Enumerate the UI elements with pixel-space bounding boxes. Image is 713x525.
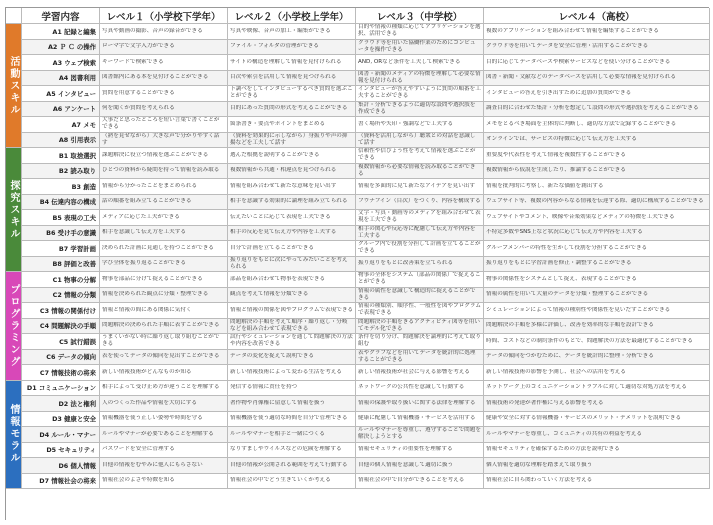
topic-cell: D2 法と権利 bbox=[22, 396, 100, 412]
level-1-text: 情報から分かったことをまとめられる bbox=[102, 182, 198, 189]
level-2-text: 問題解決の手順を考えて順序・繰り返し・分岐などを組み合わせて表現できる bbox=[230, 318, 348, 332]
level-1-text: 新しい情報技術がどんなものか知る bbox=[102, 368, 192, 375]
level-3-text: 書く場所や矢印・強調などで工夫する bbox=[358, 120, 454, 127]
level-1-cell bbox=[100, 365, 228, 381]
level-4-cell bbox=[484, 412, 710, 428]
level-4-cell bbox=[484, 148, 710, 164]
level-1-cell bbox=[100, 164, 228, 180]
level-4-cell bbox=[484, 164, 710, 180]
level-3-text: ネットワークの公共性を意識して行動する bbox=[358, 384, 465, 391]
level-1-cell bbox=[100, 133, 228, 149]
level-3-text: 健康に配慮して情報機器・サービスを活用する bbox=[358, 415, 476, 422]
level-3-cell bbox=[356, 334, 484, 350]
header-topic: 学習内容 bbox=[22, 8, 100, 24]
level-4-cell bbox=[484, 179, 710, 195]
level-3-cell bbox=[356, 133, 484, 149]
level-4-cell bbox=[484, 365, 710, 381]
level-2-text: 伝えたいことに応じて表現を工夫できる bbox=[230, 213, 331, 220]
level-1-cell bbox=[100, 40, 228, 56]
level-2-text: 箇条書き・要点やポイントをまとめる bbox=[230, 120, 326, 127]
level-2-cell bbox=[228, 334, 356, 350]
level-4-text: 調査目的に合わせた集計・分析を想定して設問の形式や選択肢を考えることができる bbox=[486, 105, 699, 112]
topic-cell: B1 取捨選択 bbox=[22, 148, 100, 164]
level-1-text: 自他の情報をむやみに他人にもらさない bbox=[102, 461, 203, 468]
level-2-text: 試行やシミュレーションを通して問題解決の方法や内容を改善できる bbox=[230, 334, 353, 348]
level-2-cell bbox=[228, 55, 356, 71]
level-1-text: ルールやマナーが必要であることを理解する bbox=[102, 430, 214, 437]
level-1-cell bbox=[100, 24, 228, 40]
level-1-cell bbox=[100, 288, 228, 304]
level-1-text: 決められた計画に見通しを持つことができる bbox=[102, 244, 214, 251]
level-3-cell bbox=[356, 365, 484, 381]
level-1-cell bbox=[100, 86, 228, 102]
level-3-text: 集計・分析できるように適切な設問や選択肢を作成できる bbox=[358, 101, 476, 115]
level-1-text: 図書館内にある本を見付けることができる bbox=[102, 74, 209, 81]
level-4-text: 問題解決の手順を多様に評価し、改善を効率的な手順を設計できる bbox=[486, 322, 654, 329]
level-2-cell bbox=[228, 381, 356, 397]
level-2-text: 観点を考えて情報を分類できる bbox=[230, 291, 309, 298]
header-level-4: レベル４（高校） bbox=[484, 8, 710, 24]
level-2-cell bbox=[228, 443, 356, 459]
level-3-text: ルールやマナーを尊重し、遵守することで問題を解決しようとする bbox=[358, 427, 481, 441]
level-2-cell bbox=[228, 458, 356, 474]
level-2-cell bbox=[228, 288, 356, 304]
level-1-text: メディアに応じた工夫ができる bbox=[102, 213, 180, 220]
level-1-text: 情報機器を使う正しい姿勢や時間を守る bbox=[102, 415, 203, 422]
topic-cell: D1 コミュニケーション bbox=[22, 381, 100, 397]
level-4-cell bbox=[484, 117, 710, 133]
level-1-cell bbox=[100, 427, 228, 443]
level-2-text: 下調べをしてインタビューするべき質問を選ぶことができる bbox=[230, 86, 353, 100]
level-3-cell bbox=[356, 412, 484, 428]
level-3-text: グループ内で役割を分担して計画を立てることができる bbox=[358, 241, 481, 255]
topic-cell: C2 情報の分類 bbox=[22, 288, 100, 304]
level-1-text: 課題解決に役立つ情報を選ぶことができる bbox=[102, 151, 209, 158]
level-2-cell bbox=[228, 474, 356, 490]
level-3-cell bbox=[356, 86, 484, 102]
level-1-text: 何を聞くか質問を考えられる bbox=[102, 105, 175, 112]
level-3-cell bbox=[356, 164, 484, 180]
section-label: 情報モラル bbox=[6, 381, 22, 490]
level-3-text: 問題解決の手順をきるアクティビティ図等を用いてモデル化できる bbox=[358, 318, 480, 332]
level-4-text: 情報社会に自ら関わっていく方法を考える bbox=[486, 477, 593, 484]
level-4-text: 目的に応じてデータベースや検索サービスなどを使い分けることができる bbox=[486, 58, 671, 65]
level-3-cell bbox=[356, 427, 484, 443]
level-1-cell bbox=[100, 241, 228, 257]
topic-cell: B4 伝達内容の構成 bbox=[22, 195, 100, 211]
level-1-cell bbox=[100, 117, 228, 133]
topic-cell: D4 ルール・マナー bbox=[22, 427, 100, 443]
level-3-text: 振り返りをもとに改善策を立てられる bbox=[358, 260, 454, 267]
level-4-text: 不特定多数やSNS上など状況に応じて伝え方や内容を工夫する bbox=[486, 229, 643, 236]
level-3-cell bbox=[356, 71, 484, 87]
level-4-cell bbox=[484, 319, 710, 335]
level-1-text: 物事を部品に分けて捉えることができる bbox=[102, 275, 203, 282]
level-4-text: ウェブサイト等、複数の内容からなる情報を伝達する際、適切に構成することができる bbox=[486, 198, 704, 205]
level-3-cell bbox=[356, 179, 484, 195]
level-1-text: うまくいかない時に繰り返し取り組むことができる bbox=[102, 334, 220, 348]
level-2-text: 新しい情報技術によって変わる生活を考える bbox=[230, 368, 342, 375]
level-3-text: 目的や情報の種類に応じてアプリケーションを選択、活用できる bbox=[358, 24, 481, 38]
topic-cell: B3 創造 bbox=[22, 179, 100, 195]
level-2-text: 情報を組み合わせて新たな意味を見い出す bbox=[230, 182, 337, 189]
level-2-cell bbox=[228, 350, 356, 366]
level-4-cell bbox=[484, 24, 710, 40]
level-1-cell bbox=[100, 334, 228, 350]
level-2-text: （資料を効果的に示しながら）身振りや声の抑揚などを工夫して話す bbox=[230, 132, 348, 146]
level-1-cell bbox=[100, 412, 228, 428]
level-2-text: 自他の情報が公開される範囲を考えて行動する bbox=[230, 461, 348, 468]
topic-cell: A2 Ｐ Ｃ の操作 bbox=[22, 40, 100, 56]
level-3-text: フウナフイン（目次）をつくり、内容を構成する bbox=[358, 198, 481, 205]
level-2-cell bbox=[228, 71, 356, 87]
topic-cell: A4 図書利用 bbox=[22, 71, 100, 87]
header-level-1: レベル１（小学校下学年） bbox=[100, 8, 228, 24]
level-3-cell bbox=[356, 396, 484, 412]
level-1-cell bbox=[100, 303, 228, 319]
level-3-text: 表やグラフなどを用いてデータを統計的に処理することができる bbox=[358, 349, 476, 363]
level-2-text: 選んだ根拠を説明することができる bbox=[230, 151, 320, 158]
level-2-cell bbox=[228, 272, 356, 288]
topic-cell: A8 引用表示 bbox=[22, 133, 100, 149]
level-3-text: 情報の保護や取り扱いに関する法律を理解する bbox=[358, 399, 476, 406]
level-2-cell bbox=[228, 412, 356, 428]
level-2-cell bbox=[228, 102, 356, 118]
level-1-cell bbox=[100, 458, 228, 474]
level-2-text: 著作物や肖像権に留意して情報を扱う bbox=[230, 399, 326, 406]
level-1-text: パスワードを安全に管理する bbox=[102, 446, 175, 453]
level-4-text: 重要度や代表性を考えて情報を複数性することができる bbox=[486, 151, 626, 158]
level-4-cell bbox=[484, 86, 710, 102]
level-1-cell bbox=[100, 148, 228, 164]
level-4-cell bbox=[484, 303, 710, 319]
level-4-cell bbox=[484, 102, 710, 118]
level-2-text: サイトの構造を理解して情報を見付けられる bbox=[230, 58, 342, 65]
level-4-text: 図書・新聞・文献などのデータベースを活用して必要な情報を見付けられる bbox=[486, 74, 676, 81]
level-3-text: 新しい情報技術が社会に与える影響を考える bbox=[358, 368, 470, 375]
level-2-text: 自分で計画を立てることができる bbox=[230, 244, 314, 251]
topic-cell: C1 物事の分解 bbox=[22, 272, 100, 288]
topic-cell: C6 データの傾向 bbox=[22, 350, 100, 366]
level-3-text: 情報社会の中で自分ができることを考える bbox=[358, 477, 465, 484]
level-3-text: （資料を活用しながら）聴衆との対話を意識して話す bbox=[358, 132, 476, 146]
topic-cell: C4 問題解決の手順 bbox=[22, 319, 100, 335]
level-3-text: インタビューが答えやすいように質問の順番を工夫することができる bbox=[358, 86, 481, 100]
topic-cell: A6 アンケート bbox=[22, 102, 100, 118]
level-3-cell bbox=[356, 319, 484, 335]
level-1-text: 情報社会のよさや特徴を知る bbox=[102, 477, 175, 484]
level-2-cell bbox=[228, 226, 356, 242]
level-1-text: 相手によって受け止め方が違うことを理解する bbox=[102, 384, 220, 391]
level-3-cell bbox=[356, 195, 484, 211]
level-2-text: 相手の反応を見て伝え方や内容を工夫する bbox=[230, 229, 337, 236]
level-2-text: 振り返りをもとに次にやってみたいことを考えられる bbox=[230, 256, 348, 270]
level-1-text: ひとつの資料から疑問を持って情報を読み取る bbox=[102, 167, 220, 174]
level-1-text: 写真や動画の撮影、音声の録音ができる bbox=[102, 27, 203, 34]
topic-cell: A1 記録と編集 bbox=[22, 24, 100, 40]
level-3-text: 信頼性や信ぴょう性を考えて情報を選ぶことができる bbox=[358, 148, 476, 162]
level-3-text: AND, ORなど条件を工夫して検索できる bbox=[358, 58, 461, 65]
level-3-cell bbox=[356, 40, 484, 56]
level-4-text: 個人情報を適切な理解を踏まえて取り扱う bbox=[486, 461, 593, 468]
level-1-text: 情報と情報の間にある関係に気付く bbox=[102, 306, 192, 313]
level-2-cell bbox=[228, 133, 356, 149]
level-4-text: グループメンバーの特性を生かして役割を分担することができる bbox=[486, 244, 648, 251]
level-1-cell bbox=[100, 350, 228, 366]
level-3-text: 情報を多面的に見て新たなアイデアを見い出す bbox=[358, 182, 475, 189]
level-4-cell bbox=[484, 443, 710, 459]
level-3-text: 相手の関心や反応等に配慮して伝え方や内容を工夫する bbox=[358, 225, 476, 239]
level-1-cell bbox=[100, 195, 228, 211]
level-2-cell bbox=[228, 148, 356, 164]
level-1-cell bbox=[100, 55, 228, 71]
level-3-text: 図書・新聞のメディアの特徴を理解して必要な情報を見付けられる bbox=[358, 70, 481, 84]
header-level-3: レベル３（中学校） bbox=[356, 8, 484, 24]
level-4-cell bbox=[484, 55, 710, 71]
level-3-text: 情報セキュリティの重要性を理解する bbox=[358, 446, 453, 453]
level-1-text: 問題解決の決められた手順に表すことができる bbox=[102, 322, 220, 329]
level-3-cell bbox=[356, 55, 484, 71]
topic-cell: D5 セキュリティ bbox=[22, 443, 100, 459]
level-2-text: データの変化を捉えて説明できる bbox=[230, 353, 314, 360]
topic-cell: B8 評価と改善 bbox=[22, 257, 100, 273]
level-4-cell bbox=[484, 226, 710, 242]
level-2-cell bbox=[228, 164, 356, 180]
level-2-text: 相手を意識する効果的に論理を組み立てられる bbox=[230, 198, 348, 205]
level-4-text: ネットワーク上のコミュニケーショントラブルに対して適切な対処方法を考える bbox=[486, 384, 687, 391]
level-1-text: 相手を意識して伝え方を工夫する bbox=[102, 229, 186, 236]
level-3-cell bbox=[356, 474, 484, 490]
level-3-cell bbox=[356, 102, 484, 118]
level-4-cell bbox=[484, 288, 710, 304]
level-2-cell bbox=[228, 427, 356, 443]
level-2-text: ルールやマナーを相手と一緒につくる bbox=[230, 430, 325, 437]
level-4-text: クラウド等を用いてデータを安全に管理・活用することができる bbox=[486, 43, 649, 50]
level-1-text: （熟を見せながら）大きな声で分かりやすく話す bbox=[102, 132, 220, 146]
level-3-cell bbox=[356, 288, 484, 304]
level-1-cell bbox=[100, 443, 228, 459]
level-1-cell bbox=[100, 381, 228, 397]
level-2-cell bbox=[228, 24, 356, 40]
level-4-text: 情報を批判的に考察し、新たな価値を創出する bbox=[486, 182, 604, 189]
level-2-cell bbox=[228, 365, 356, 381]
level-4-text: 健康や安全に対する情報機器・サービスのメリット・デメリットを説明できる bbox=[486, 415, 682, 422]
level-3-cell bbox=[356, 210, 484, 226]
level-4-text: データの傾向をつかむために、データを統計的に整理・分析できる bbox=[486, 353, 654, 360]
level-1-cell bbox=[100, 319, 228, 335]
level-4-cell bbox=[484, 427, 710, 443]
level-2-cell bbox=[228, 40, 356, 56]
level-4-text: メモをとるべき場面を主体的に判断し、適切な方法で記録することができる bbox=[486, 120, 677, 127]
level-3-cell bbox=[356, 350, 484, 366]
topic-cell: B2 読み取り bbox=[22, 164, 100, 180]
level-4-text: 時間、コストなどの制約条件のもとで、問題解決の方法を最適化することができる bbox=[486, 337, 693, 344]
level-1-cell bbox=[100, 102, 228, 118]
level-2-cell bbox=[228, 319, 356, 335]
level-2-cell bbox=[228, 396, 356, 412]
level-4-text: 振り返りをもとに学習計画を修正・調整することができる bbox=[486, 260, 632, 267]
level-1-text: 質問を用意することができる bbox=[102, 89, 175, 96]
curriculum-table bbox=[5, 7, 709, 520]
level-4-cell bbox=[484, 458, 710, 474]
level-1-text: キーワードで検索できる bbox=[102, 58, 164, 65]
level-1-text: 話の順番を組み立てることができる bbox=[102, 198, 192, 205]
level-2-cell bbox=[228, 241, 356, 257]
level-3-text: 自他の個人情報を意識して適切に扱う bbox=[358, 461, 454, 468]
level-2-cell bbox=[228, 210, 356, 226]
level-2-text: 部品を組み合わせて物事を表現できる bbox=[230, 275, 326, 282]
level-4-text: 複数のアプリケーションを組み合わせて情報を編集することができる bbox=[486, 27, 659, 34]
level-2-cell bbox=[228, 117, 356, 133]
level-2-text: 情報機器を使う適切な時間を自分で管理できる bbox=[230, 415, 348, 422]
level-1-cell bbox=[100, 396, 228, 412]
level-4-text: シミュレーションによって情報の種別性や関係性を見いだすことができる bbox=[486, 306, 671, 313]
level-3-cell bbox=[356, 117, 484, 133]
level-4-cell bbox=[484, 257, 710, 273]
level-1-text: 大事だと思ったところを短い言葉で書くことができる bbox=[102, 117, 220, 131]
level-3-cell bbox=[356, 24, 484, 40]
level-2-text: 目次や索引を活用して情報を見つけられる bbox=[230, 74, 337, 81]
level-3-cell bbox=[356, 303, 484, 319]
level-2-text: 情報社会の中でどう生きていくか考える bbox=[230, 477, 331, 484]
level-2-cell bbox=[228, 257, 356, 273]
topic-cell: D3 健康と安全 bbox=[22, 412, 100, 428]
level-4-text: 新しい情報技術の影響を予測し、社会への活用を考える bbox=[486, 368, 626, 375]
level-3-text: 条件を切り分け、問題解決を論理的に考えて取り組む bbox=[358, 334, 481, 348]
level-1-cell bbox=[100, 71, 228, 87]
level-4-cell bbox=[484, 71, 710, 87]
level-3-text: クラウド等を用いた協働作業のためにコンピュータを操作できる bbox=[358, 39, 476, 53]
level-4-text: インタビューの答えを引き出すために追加の質問ができる bbox=[486, 89, 632, 96]
level-4-text: 情報セキュリティを確保するための方法を説明できる bbox=[486, 446, 620, 453]
level-3-text: 物事の全体をシステム（部品の関係）で捉えることができる bbox=[358, 272, 481, 286]
level-1-cell bbox=[100, 474, 228, 490]
topic-cell: C5 試行錯誤 bbox=[22, 334, 100, 350]
level-2-text: 複数情報から共通・相違点を見つけられる bbox=[230, 167, 337, 174]
level-4-cell bbox=[484, 474, 710, 490]
level-4-cell bbox=[484, 272, 710, 288]
level-3-cell bbox=[356, 257, 484, 273]
level-4-cell bbox=[484, 334, 710, 350]
level-4-cell bbox=[484, 40, 710, 56]
level-2-cell bbox=[228, 303, 356, 319]
level-4-text: オンラインでは、サービスの特徴に応じて伝え方を工夫する bbox=[486, 136, 637, 143]
level-1-text: 学び全体を振り返ることができる bbox=[102, 260, 186, 267]
level-4-text: 物事の関係性をシステムとして捉え、表現することができる bbox=[486, 275, 637, 282]
level-4-cell bbox=[484, 241, 710, 257]
level-3-text: 情報の種類別、順序性、一般性を図やプログラムで表現できる bbox=[358, 303, 481, 317]
level-4-cell bbox=[484, 381, 710, 397]
level-1-text: 人のつくった作品や情報を大切にする bbox=[102, 399, 197, 406]
topic-cell: B5 表現の工夫 bbox=[22, 210, 100, 226]
topic-cell: C3 情報の関係付け bbox=[22, 303, 100, 319]
level-3-text: 文字・写真・動画等のメディアを組み合わせて表現を工夫できる bbox=[358, 210, 481, 224]
level-4-text: 情報の属性を用いて大量のデータを分類・整理することができる bbox=[486, 291, 649, 298]
section-label: 活動スキル bbox=[6, 24, 22, 148]
topic-cell: C7 情報技術の将来 bbox=[22, 365, 100, 381]
topic-cell: A7 メモ bbox=[22, 117, 100, 133]
topic-cell: A3 ウェブ検索 bbox=[22, 55, 100, 71]
topic-cell: B7 学習計画 bbox=[22, 241, 100, 257]
level-4-text: ウェブサイトやコメント、映像や音楽効果などメディアの特徴を工夫できる bbox=[486, 213, 675, 220]
level-1-text: 情報を決められた観点に分類・整理できる bbox=[102, 291, 209, 298]
level-2-text: 目的にあった質問の形式を考えることができる bbox=[230, 105, 348, 112]
level-2-text: なりすましやウイルスなどの危険を理解する bbox=[230, 446, 342, 453]
level-4-cell bbox=[484, 396, 710, 412]
header-level-2: レベル２（小学校上学年） bbox=[228, 8, 356, 24]
level-2-text: 発信する情報に責任を持つ bbox=[230, 384, 298, 391]
level-4-text: 情報技術の発達が著作権に与える影響を考える bbox=[486, 399, 604, 406]
level-4-text: 複数情報から仮説を生成したり、推論することができる bbox=[486, 167, 626, 174]
level-4-text: ルールやマナーを尊重し、コミュニティの共有の利益を考える bbox=[486, 430, 642, 437]
level-1-cell bbox=[100, 272, 228, 288]
level-3-cell bbox=[356, 381, 484, 397]
level-3-cell bbox=[356, 226, 484, 242]
topic-cell: D6 個人情報 bbox=[22, 458, 100, 474]
level-1-cell bbox=[100, 226, 228, 242]
level-2-cell bbox=[228, 195, 356, 211]
level-3-cell bbox=[356, 148, 484, 164]
section-label: プログラミング bbox=[6, 272, 22, 381]
topic-cell: A5 インタビュー bbox=[22, 86, 100, 102]
level-1-cell bbox=[100, 179, 228, 195]
level-1-cell bbox=[100, 257, 228, 273]
level-2-text: 写真や映像、音声の加工・編集ができる bbox=[230, 27, 331, 34]
level-4-cell bbox=[484, 195, 710, 211]
level-1-text: ローマ字で文字入力ができる bbox=[102, 43, 175, 50]
level-3-text: 複数情報から必要な情報を読み取ることができる bbox=[358, 163, 476, 177]
level-4-cell bbox=[484, 210, 710, 226]
level-2-text: 情報と情報の関係を図やプログラムで表現できる bbox=[230, 306, 353, 313]
level-2-cell bbox=[228, 179, 356, 195]
level-4-cell bbox=[484, 350, 710, 366]
topic-cell: B6 受け手の意識 bbox=[22, 226, 100, 242]
section-label: 探究スキル bbox=[6, 148, 22, 272]
level-2-text: ファイル・フォルダの管理ができる bbox=[230, 43, 319, 50]
level-2-cell bbox=[228, 86, 356, 102]
header-corner bbox=[6, 8, 22, 24]
level-3-cell bbox=[356, 458, 484, 474]
level-4-cell bbox=[484, 133, 710, 149]
level-3-cell bbox=[356, 241, 484, 257]
level-3-cell bbox=[356, 272, 484, 288]
level-1-text: 表を使ってデータの傾向を見出すことができる bbox=[102, 353, 220, 360]
level-3-cell bbox=[356, 443, 484, 459]
level-3-text: 情報の属性を意識して構造的に捉えることができる bbox=[358, 287, 476, 301]
topic-cell: D7 情報社会の将来 bbox=[22, 474, 100, 490]
level-1-cell bbox=[100, 210, 228, 226]
